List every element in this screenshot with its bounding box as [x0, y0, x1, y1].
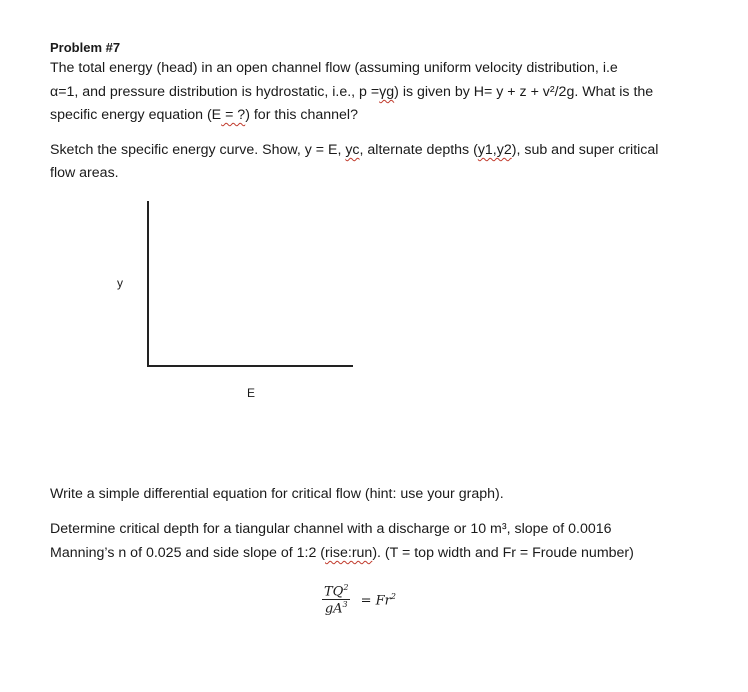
- graph-y-axis: [147, 201, 149, 366]
- graph-y-label: y: [117, 276, 123, 290]
- formula-fraction: [322, 583, 350, 617]
- para3: [50, 486, 504, 502]
- para4-line1: [50, 521, 612, 537]
- para1-line3-c: ) for this channel?: [245, 107, 358, 123]
- formula-den-base: gA: [324, 601, 343, 617]
- para4-line2-c: ). (T = top width and Fr = Froude number): [372, 545, 634, 561]
- para4-line1-text: Determine critical depth for a tiangular channel with a discharge or 10 m³, slope of 0.0016: [50, 521, 612, 537]
- para4-line2-b: rise:run: [325, 545, 373, 561]
- formula-num-exp: 2: [343, 583, 349, 592]
- para1-line2: [50, 84, 653, 100]
- graph-x-axis: [147, 365, 353, 367]
- formula-numerator: [322, 583, 350, 600]
- para2-line1-e: ), sub and super critical: [511, 142, 659, 158]
- formula-denominator: [322, 600, 350, 616]
- para2-line2: [50, 165, 119, 181]
- para1-line3: [50, 107, 358, 123]
- para2-line1-a: Sketch the specific energy curve. Show, y = E,: [50, 142, 346, 158]
- para1-line3-b: = ?: [221, 107, 246, 123]
- para4-line2: [50, 545, 634, 561]
- para1-line1-text: The total energy (head) in an open channel flow (assuming uniform velocity distribution, i.e: [50, 60, 618, 76]
- problem-title: Problem #7: [50, 40, 121, 55]
- froude-formula: [322, 583, 396, 617]
- formula-den-exp: 3: [342, 600, 348, 610]
- para2-line1-c: , alternate depths (: [359, 142, 478, 158]
- para1-line2-a: α=1, and pressure distribution is hydrostatic, i.e., p =: [50, 84, 380, 100]
- formula-num-base: TQ: [324, 584, 344, 600]
- formula-rhs-exp: 2: [390, 591, 396, 601]
- graph-x-label: E: [247, 386, 256, 400]
- formula-rhs-base: = Fr: [360, 592, 391, 608]
- para4-line2-a: Manning’s n of 0.025 and side slope of 1:2 (: [50, 545, 326, 561]
- formula-rhs: [361, 592, 396, 608]
- para2-line1-b: yc: [345, 142, 360, 158]
- para2-line1: [50, 142, 658, 158]
- para1-line1: [50, 60, 618, 76]
- para1-line3-a: specific energy equation (E: [50, 107, 222, 123]
- para3-text: Write a simple differential equation for critical flow (hint: use your graph).: [50, 486, 504, 502]
- para2-line1-d: y1,y2: [477, 142, 512, 158]
- para2-line2-text: flow areas.: [50, 165, 119, 181]
- para1-line2-c: ) is given by H= y + z + v²/2g. What is the: [394, 84, 654, 100]
- para1-line2-b: γg: [379, 84, 395, 100]
